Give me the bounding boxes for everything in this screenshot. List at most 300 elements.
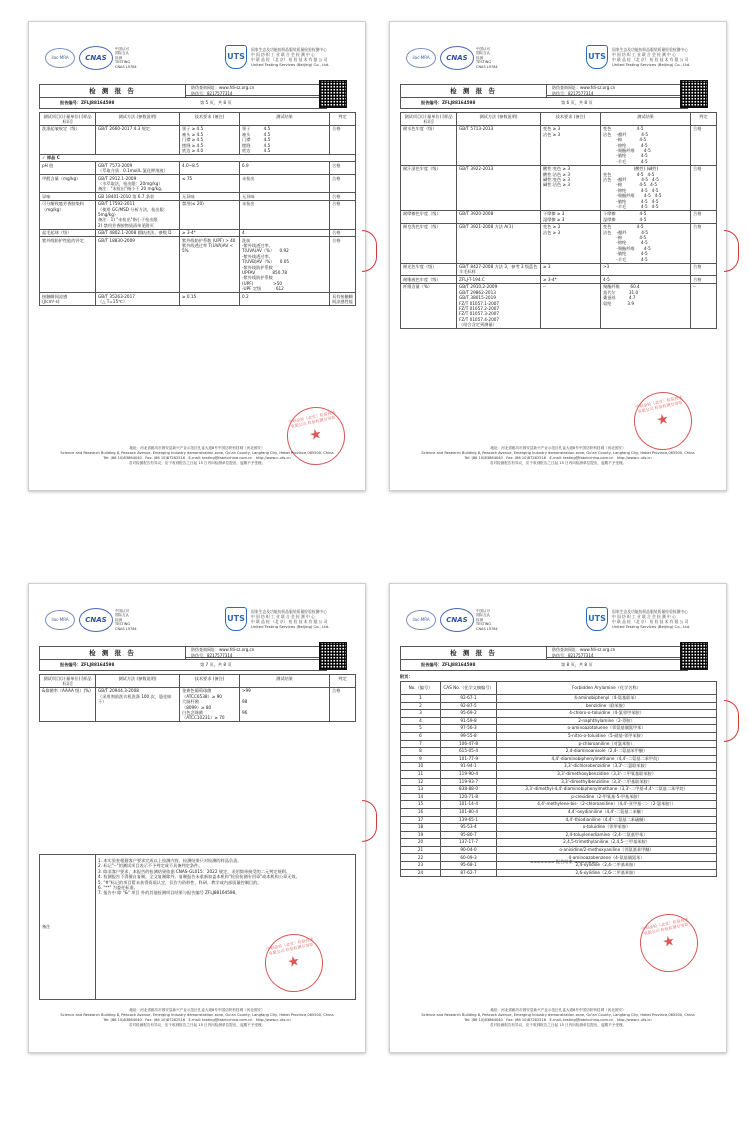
header-logos (406, 44, 712, 72)
report-header (400, 84, 686, 108)
results-table (39, 112, 356, 306)
table-row (40, 154, 356, 161)
cell-judgement: 合格 (691, 263, 717, 276)
cell-chemical-name: 4,4'-diaminobiphenylmethane（4,4'-二氨基二苯甲烷） (497, 755, 717, 763)
cell-requirement: 禁用(≤ 20) (180, 200, 240, 229)
cell-no: 17 (401, 816, 441, 824)
cell-no: 11 (401, 770, 441, 778)
cell-chemical-name: 4-chloro-o-toluidine（4-氯邻甲苯胺） (497, 710, 717, 718)
remark-item: 5. "#"标记的项目暂未获得资质认定，仅作为资料性、科研、教学或内部质量控制目的。 (98, 879, 262, 885)
cell-method: GB/T 20944.3-2008 （采用剂前洗衣机洗涤 100 次，悬挂晾干） (96, 687, 180, 721)
col-header-result: 测试结果 (240, 675, 330, 688)
col-header-method: 测试方法 (参数说明) (96, 113, 180, 126)
remark-item: 4. 检测报告不得擅自复制，全文复制除外。复制报告未重新加盖本机构"检验检测专用章"或本机构公章无效。 (98, 874, 300, 880)
cell-chemical-name: 2-naphthylamine（2-萘胺） (497, 717, 717, 725)
cnas-logo: CNAS (79, 608, 113, 632)
cell-method: GB/T 17592-2011 （使用 GC/MSD 分析方法，检出限：5mg/kg） 备注：1) "未检出"指小于检出限 2) 禁用芳香胺物质清单见附页 (96, 200, 180, 229)
ilac-mra-logo: ilac-MRA (45, 48, 75, 68)
uts-text (612, 47, 722, 67)
ilac-mra-logo: ilac-MRA (45, 610, 75, 630)
cell-judgement: 具有接触瞬间凉感性能 (330, 293, 356, 306)
cell-cas: 91-94-1 (441, 763, 497, 771)
col-header-item: 测试项目(计量单位) [样品标识] (40, 675, 96, 688)
appendix-title: 附页： (400, 674, 413, 679)
fraud-url: 防伪查询网址：www.fdi-sz.org.cn (191, 85, 255, 90)
table-row (401, 125, 717, 165)
cell-cas: 99-55-8 (441, 732, 497, 740)
cell-cas: 95-69-2 (441, 710, 497, 718)
cell-no: 7 (401, 740, 441, 748)
col-header-judgement: 判定 (330, 675, 356, 688)
cell-item: 紫外线防护性能的评定 (40, 237, 96, 293)
cell-cas: 137-17-7 (441, 839, 497, 847)
results-table (400, 112, 717, 329)
remark-item: 1. 本实验室根据客户要求完成以上检测内容，检测结果只对检测的样品负责。 (98, 858, 242, 863)
stamp-text: 中联品检（北京）检验技术有限公司 检验检测专用章 (287, 409, 336, 429)
report-title: 检 测 报 告 (400, 84, 547, 98)
uts-logo: UTS (225, 607, 247, 631)
cell-item: 甲醛含量（mg/kg） (40, 175, 96, 193)
uts-line: 中 国 纺 织 工 业 联 合 会 检 测 中 心 (251, 52, 315, 57)
col-header-requirement: 技术要求 (备注) (180, 113, 240, 126)
footer-address-en: Science and Research Building 8, Peacock Avenue, Emerging Industry demonstration zone, Gu'an County, Langfang City, Hebei Province,065500, China (60, 451, 334, 455)
report-page-8 (389, 583, 727, 1053)
footer-web: http://www.c-uts.cn (616, 456, 652, 460)
cell-result: 变色 4-5 沾色 -醋纤 4-5 -棉 4-5 -锦纶 4-5 -聚酯纤维 4-5 -腈纶 4-5 -羊毛 4-5 (601, 125, 691, 165)
cell-requirement: 变色 ≥ 3 沾色 ≥ 3 (541, 125, 601, 165)
remarks-label: 备注 (40, 855, 96, 1000)
cell-no: 9 (401, 755, 441, 763)
cell-result: 未检出 (240, 200, 330, 229)
cell-result: 无异味 (240, 193, 330, 200)
footer-web: http://www.c-uts.cn (616, 1018, 652, 1022)
col-header-requirement: 技术要求 (备注) (541, 113, 601, 126)
cnas-text-line: TESTING (476, 622, 492, 627)
cell-no: 13 (401, 786, 441, 794)
anti-fraud-info (185, 646, 325, 658)
page-number: 第 7 页，共 8 页 (200, 662, 232, 667)
footer-fax: Fax: (86 10)87262516 (506, 1018, 547, 1022)
fraud-code: 防伪号：8217577314 (552, 652, 594, 658)
cell-item: 洗涤起皱规定（级） (40, 125, 96, 154)
cell-no: 23 (401, 862, 441, 870)
cell-no: 2 (401, 702, 441, 710)
footer-address-en: Science and Research Building 8, Peacock Avenue, Emerging Industry demonstration zone, Gu'an County, Langfang City, Hebei Province,065500, China (421, 451, 695, 455)
cell-judgement: 合格 (330, 175, 356, 193)
footer-address-cn: 地址：河北省廊坊市固安县新兴产业示范区孔雀大道8号中国纺织科技城（河北固安） (129, 446, 265, 450)
seal-edge-mark (362, 230, 377, 272)
ilac-mra-logo: ilac-MRA (406, 610, 436, 630)
header-logos (45, 44, 351, 72)
table-row (40, 162, 356, 175)
cell-no: 10 (401, 763, 441, 771)
page-number: 第 5 页，共 8 页 (200, 100, 232, 105)
cell-requirement: ≥ 3 (541, 263, 601, 276)
table-row (401, 755, 717, 763)
cell-no: 6 (401, 732, 441, 740)
fraud-code: 防伪号：8217577314 (191, 652, 233, 658)
remark-item: 6. "**" 为委托标准。 (98, 885, 138, 891)
col-header-item: 测试项目(计量单位) [样品标识] (401, 113, 457, 126)
cell-judgement: 合格 (691, 223, 717, 263)
seal-edge-mark (724, 230, 739, 272)
cell-result: 领子 4.5 袖头 4.5 门襟 4.5 摆缝 4.5 底边 4.5 (240, 125, 330, 154)
cnas-text-line: TESTING (115, 60, 131, 65)
cell-cas: 92-87-5 (441, 702, 497, 710)
table-row (401, 816, 717, 824)
cnas-text-line: 检测 (476, 55, 483, 60)
qr-code (680, 80, 708, 108)
col-header-method: 测试方法 (参数说明) (96, 675, 180, 688)
cnas-text (476, 609, 498, 631)
cell-chemical-name: 5-nitro-o-toluidine（5-硝基-邻甲苯胺） (497, 732, 717, 740)
table-row (40, 229, 356, 236)
cell-item: 起毛起球（级） (40, 229, 96, 236)
cell-judgement: 合格 (330, 125, 356, 154)
cell-result: 0.2 (240, 293, 330, 306)
cell-cas: 92-67-1 (441, 695, 497, 703)
footer-web: http://www.c-uts.cn (255, 456, 291, 460)
cell-cas: 119-90-4 (441, 770, 497, 778)
qr-code (319, 642, 347, 670)
table-row (401, 725, 717, 733)
cell-item: 耐摩擦色牢度（级） (401, 210, 457, 223)
footer-fax: Fax: (86 10)87262516 (506, 456, 547, 460)
cell-result: 聚酯纤维 60.4 莫代尔 31.0 桑蚕丝 4.7 氨纶 3.9 (601, 283, 691, 328)
uts-logo: UTS (586, 607, 608, 631)
footer-fax: Fax: (86 10)87262516 (145, 456, 186, 460)
star-icon: ★ (660, 932, 677, 952)
cell-requirement: 变色 ≥ 3 沾色 ≥ 3 (541, 223, 601, 263)
page-number: 第 6 页，共 8 页 (561, 100, 593, 105)
uts-line: 中 国 纺 织 工 业 联 合 会 检 测 中 心 (612, 614, 676, 619)
footer (29, 446, 365, 466)
report-number-row (400, 659, 688, 671)
table-row (401, 839, 717, 847)
star-icon: ★ (654, 410, 671, 430)
cell-result: 干摩擦 4-5 湿摩擦 4-5 (601, 210, 691, 223)
table-row (401, 740, 717, 748)
cell-result: 洗前 -紫外线透过率, T(UVA)AV（%） 0.92 -紫外线透过率, T(UVB)AV（%） 0.05 -紫外线防护系数 UPFAV 850.78 -紫外线防护系数 (UPF) >50 -UPF 定级 612 (240, 237, 330, 293)
cell-method: GB/T 3922-2013 (457, 165, 541, 210)
uts-line: 国家生态及功能纺织品服装质量检验检测中心 (251, 47, 327, 52)
section-label: ✓ 样品 C (40, 154, 356, 161)
cell-chemical-name: benzidine（联苯胺） (497, 702, 717, 710)
inspection-stamp (635, 909, 704, 978)
table-row (40, 237, 356, 293)
uts-text (612, 609, 722, 629)
report-number: 报告编号：ZFLJ88164598 (421, 100, 476, 105)
uts-text (251, 47, 361, 67)
footer-web: http://www.c-uts.cn (255, 1018, 291, 1022)
header-logos (406, 606, 712, 634)
star-icon: ★ (307, 425, 324, 445)
cell-item: 接触瞬间凉感 (J/cm²·s) (40, 293, 96, 306)
cell-no: 8 (401, 748, 441, 756)
footer-email: E-mail: testing@fabricchina.com.cn (188, 1018, 253, 1022)
cell-cas: 91-59-8 (441, 717, 497, 725)
cell-requirement: ≥ 3-4* (180, 229, 240, 236)
cell-result: >99 98 96 (240, 687, 330, 721)
anti-fraud-info (185, 84, 325, 96)
cell-result: 4 (240, 229, 330, 236)
footer-note: 若对检测报告有异议，应于收到报告之日起 15 日内向检测单位提出，逾期不予受理。 (489, 461, 627, 465)
cell-chemical-name: 2,4-diaminoanisole（2,4-二氨基苯甲醚） (497, 748, 717, 756)
table-row (401, 165, 717, 210)
cell-cas: 139-65-1 (441, 816, 497, 824)
cnas-text-line: 国际互认 (115, 51, 129, 56)
cnas-text (115, 47, 137, 69)
remark-item: 3. 除非客户要求，本报告的检测结果依据 CNAS-GL015：2022 规定，采用简单接受的二元判定规则。 (98, 868, 291, 874)
report-header (39, 646, 325, 670)
cell-result: (酸性) (碱性) 变色 4-5 4-5 沾色 -醋纤 4-5 4-5 -棉 4-5 4-5 -锦纶 4-5 4-5 -聚酯纤维 4-5 4-5 -腈纶 4-5 4-5 -羊毛 4-5 4-5 (601, 165, 691, 210)
table-row (401, 778, 717, 786)
report-page-7 (28, 583, 366, 1053)
table-row (401, 695, 717, 703)
cell-chemical-name: 3,3'-dichlorobenzidine（3,3'-二氯联苯胺） (497, 763, 717, 771)
table-row (401, 763, 717, 771)
cell-item: 纤维含量（%） (401, 283, 457, 328)
cnas-text (476, 47, 498, 69)
cell-item: &抑菌率（AAAA 级）(%) (40, 687, 96, 721)
remark-item: 7. 报告中 除 "&" 项目 外的其他检测项目结果与报告编号 ZFLJ88164598。 (98, 890, 240, 896)
table-row (401, 263, 717, 276)
table-row (401, 276, 717, 283)
report-header (400, 646, 686, 670)
cell-method: GB/T 3920-2008 (457, 210, 541, 223)
cell-no: 24 (401, 869, 441, 877)
fraud-code: 防伪号：8217577314 (552, 90, 594, 96)
cell-chemical-name: 3,3'-dimethylbenzidine（3,3'-二甲基联苯胺） (497, 778, 717, 786)
cell-result: 4-5 (601, 276, 691, 283)
cell-requirement: 干摩擦 ≥ 3 湿摩擦 ≥ 3 (541, 210, 601, 223)
cnas-text-line: 中国认可 (115, 609, 129, 613)
cell-requirement: ≥ 3-4* (541, 276, 601, 283)
uts-line: 中 联 品 检 （北 京） 检 验 技 术 有 限 公 司 (612, 619, 689, 624)
footer-note: 若对检测报告有异议，应于收到报告之日起 15 日内向检测单位提出，逾期不予受理。 (128, 1023, 266, 1027)
cell-requirement: 领子 ≥ 4.5 袖头 ≥ 4.5 门襟 ≥ 4.5 摆缝 ≥ 4.5 底边 ≥ 4.0 (180, 125, 240, 154)
uts-line: United Testing Services (Beijing) Co., Ltd. (612, 62, 691, 67)
cell-requirement: -- (541, 283, 601, 328)
uts-line: United Testing Services (Beijing) Co., Ltd. (251, 624, 330, 629)
uts-line: 国家生态及功能纺织品服装质量检验检测中心 (612, 47, 688, 52)
cell-judgement: 合格 (691, 125, 717, 165)
table-row (40, 200, 356, 229)
cell-method: GB/T 8427-2008 方法 3，参考 3 级蓝色羊毛标样 (457, 263, 541, 276)
uts-line: 中 国 纺 织 工 业 联 合 会 检 测 中 心 (251, 614, 315, 619)
table-row (401, 846, 717, 854)
uts-line: 中 国 纺 织 工 业 联 合 会 检 测 中 心 (612, 52, 676, 57)
cnas-text-line: TESTING (115, 622, 131, 627)
cnas-text-line: 国际互认 (476, 51, 490, 56)
footer-address-cn: 地址：河北省廊坊市固安县新兴产业示范区孔雀大道8号中国纺织科技城（河北固安） (490, 446, 626, 450)
cell-no: 3 (401, 710, 441, 718)
cell-no: 19 (401, 831, 441, 839)
cnas-text-line: 国际互认 (115, 613, 129, 618)
cell-method: GB/T 4802.1-2008 圆轨迹法，参数 D (96, 229, 180, 236)
cell-chemical-name: p-cresidine（2-甲氧基-5-甲基苯胺） (497, 793, 717, 801)
cell-item: 耐汗渍色牢度（级） (401, 165, 457, 210)
footer (29, 1008, 365, 1028)
cell-no: 5 (401, 725, 441, 733)
cell-chemical-name: 2,6-xylidine（2,6-二甲基苯胺） (497, 869, 717, 877)
cell-no: 12 (401, 778, 441, 786)
page-number: 第 8 页，共 8 页 (561, 662, 593, 667)
cell-chemical-name: 4,4'-thiodianiline（4,4'-二氨基二苯硫醚） (497, 816, 717, 824)
footer-address-en: Science and Research Building 8, Peacock Avenue, Emerging Industry demonstration zone, Gu'an County, Langfang City, Hebei Province,065500, China (60, 1013, 334, 1017)
cell-method: GB/T 18830-2009 (96, 237, 180, 293)
fraud-url: 防伪查询网址：www.fdi-sz.org.cn (191, 647, 255, 652)
seal-edge-mark (362, 800, 377, 842)
cell-cas: 90-04-0 (441, 846, 497, 854)
table-row (40, 193, 356, 200)
cell-judgement: 合格 (691, 165, 717, 210)
cell-cas: 838-88-0 (441, 786, 497, 794)
report-number: 报告编号：ZFLJ88164598 (60, 662, 115, 667)
report-number-row (400, 97, 688, 109)
cell-requirement: ≤ 75 (180, 175, 240, 193)
col-header-result: 测试结果 (601, 113, 691, 126)
cell-cas: 101-77-9 (441, 755, 497, 763)
uts-line: 中 联 品 检 （北 京） 检 验 技 术 有 限 公 司 (251, 57, 328, 62)
table-row (401, 793, 717, 801)
cell-method: GB/T 2912.1-2009 （水萃取法，检出限：20mg/kg） 备注："未检出"指小于 20 mg/kg。 (96, 175, 180, 193)
table-row (401, 732, 717, 740)
cell-cas: 95-53-4 (441, 824, 497, 832)
cell-chemical-name: 4-aminobiphenyl（4-氨基联苯） (497, 695, 717, 703)
cell-cas: 615-05-4 (441, 748, 497, 756)
cell-requirement: 紫外线防护系数 (UPF) > 40 紫外线透过率 T(UVA)AV < 5% (180, 237, 240, 293)
cell-chemical-name: o-aminoazotoluene（邻氨基偶氮甲苯） (497, 725, 717, 733)
col-header-item: 测试项目(计量单位) [样品标识] (40, 113, 96, 126)
footer-fax: Fax: (86 10)87262516 (145, 1018, 186, 1022)
qr-code (319, 80, 347, 108)
cnas-text-line: TESTING (476, 60, 492, 65)
table-row (401, 223, 717, 263)
cell-method: GB 18401-2010 第 6.7 条款 (96, 193, 180, 200)
table-row (40, 125, 356, 154)
footer-address-en: Science and Research Building 8, Peacock Avenue, Emerging Industry demonstration zone, Gu'an County, Langfang City, Hebei Province,065500, China (421, 1013, 695, 1017)
cell-method: GB/T 35263-2017 （△ T=15℃） (96, 293, 180, 306)
cell-method: GB/T 7573-2009 （萃取介质：0.1mol/L 氯化钾溶液） (96, 162, 180, 175)
cell-cas: 60-09-3 (441, 854, 497, 862)
cell-requirement: 酸性:变色 ≥ 3 酸性:沾色 ≥ 3 碱性:变色 ≥ 3 碱性:沾色 ≥ 3 (541, 165, 601, 210)
footer-email: E-mail: testing@fabricchina.com.cn (549, 1018, 614, 1022)
footer-tel: Tel: (86 10)83864040 (464, 456, 503, 460)
col-header-result: 测试结果 (240, 113, 330, 126)
uts-line: 国家生态及功能纺织品服装质量检验检测中心 (612, 609, 688, 614)
col-header-judgement: 判定 (330, 113, 356, 126)
cell-no: 21 (401, 846, 441, 854)
cell-cas: 119-93-7 (441, 778, 497, 786)
cnas-logo: CNAS (440, 46, 474, 70)
cell-chemical-name: 4,4'-methylene-bis-（2-chloroaniline）（4,4'-亚甲基-二-（2-氯苯胺）） (497, 801, 717, 809)
cell-result: 6.9 (240, 162, 330, 175)
fraud-url: 防伪查询网址：www.fdi-sz.org.cn (552, 85, 616, 90)
cnas-text-line: CNAS L9784 (476, 626, 498, 631)
cell-no: 16 (401, 808, 441, 816)
table-row (40, 175, 356, 193)
uts-line: 中 联 品 检 （北 京） 检 验 技 术 有 限 公 司 (612, 57, 689, 62)
table-row (401, 770, 717, 778)
report-number-row (39, 659, 327, 671)
uts-line: United Testing Services (Beijing) Co., Ltd. (612, 624, 691, 629)
cell-chemical-name: p-chloroaniline（对氯苯胺） (497, 740, 717, 748)
cell-no: 4 (401, 717, 441, 725)
cell-item: 耐水色牢度（级） (401, 125, 457, 165)
star-icon: ★ (285, 952, 302, 972)
results-table (39, 674, 356, 722)
cell-method: GB/T 2910.2-2009 GB/T 29862-2013 GB/T 38015-2019 FZ/T 01057.1-2007 FZ/T 01057.2-2007 FZ/T 01057.3-2007 FZ/T 01057.4-2007 （结合含定到测量） (457, 283, 541, 328)
uts-line: 中 联 品 检 （北 京） 检 验 技 术 有 限 公 司 (251, 619, 328, 624)
footer-address-cn: 地址：河北省廊坊市固安县新兴产业示范区孔雀大道8号中国纺织科技城（河北固安） (490, 1008, 626, 1012)
report-title: 检 测 报 告 (39, 646, 186, 660)
cell-no: 14 (401, 793, 441, 801)
table-row (401, 869, 717, 877)
footer-tel: Tel: (86 10)83864040 (103, 1018, 142, 1022)
table-row (401, 210, 717, 223)
anti-fraud-info (546, 646, 686, 658)
cell-requirement: 4.0~8.5 (180, 162, 240, 175)
report-title: 检 测 报 告 (400, 646, 547, 660)
fraud-code: 防伪号：8217577314 (191, 90, 233, 96)
uts-logo: UTS (586, 45, 608, 69)
cell-requirement: ≥ 0.15 (180, 293, 240, 306)
table-row (401, 702, 717, 710)
cell-result: 未检出 (240, 175, 330, 193)
cell-item: 可分解致癌芳香胺染料（mg/kg） (40, 200, 96, 229)
cell-no: 15 (401, 801, 441, 809)
report-number-row (39, 97, 327, 109)
cell-result: >3 (601, 263, 691, 276)
cell-judgement: 合格 (330, 237, 356, 293)
footer-address-cn: 地址：河北省廊坊市固安县新兴产业示范区孔雀大道8号中国纺织科技城（河北固安） (129, 1008, 265, 1012)
col-header-judgement: 判定 (691, 113, 717, 126)
cell-cas: 106-47-8 (441, 740, 497, 748)
footer (390, 446, 726, 466)
table-header (40, 675, 356, 688)
cnas-text-line: 国际互认 (476, 613, 490, 618)
footer-tel: Tel: (86 10)83864040 (103, 456, 142, 460)
uts-line: United Testing Services (Beijing) Co., Ltd. (251, 62, 330, 67)
fraud-url: 防伪查询网址：www.fdi-sz.org.cn (552, 647, 616, 652)
uts-line: 国家生态及功能纺织品服装质量检验检测中心 (251, 609, 327, 614)
footer-email: E-mail: testing@fabricchina.com.cn (549, 456, 614, 460)
seal-edge-mark (724, 700, 739, 742)
report-number: 报告编号：ZFLJ88164598 (421, 662, 476, 667)
cell-no: 1 (401, 695, 441, 703)
report-header (39, 84, 325, 108)
report-page-5 (28, 21, 366, 491)
cell-chemical-name: 3,3'-dimethoxybenzidine（3,3'-二甲氧基联苯胺） (497, 770, 717, 778)
report-page-6 (389, 21, 727, 491)
cell-cas: 101-14-4 (441, 801, 497, 809)
report-end-mark: ======= 报告结束 ======= (530, 859, 599, 864)
cell-judgement: 合格 (330, 229, 356, 236)
cell-result: 变色 4-5 沾色 -醋纤 4-5 -棉 4-5 -锦纶 4-5 -聚酯纤维 4-5 -腈纶 4-5 -羊毛 4-5 (601, 223, 691, 263)
col-header-cas: CAS No.（化学文摘编号） (441, 682, 497, 695)
table-header (401, 113, 717, 126)
cell-cas: 95-68-1 (441, 862, 497, 870)
stamp-text: 中联品检（北京）检验技术有限公司 检验检测专用章 (634, 394, 683, 414)
cell-judgement: 合格 (330, 200, 356, 229)
report-number: 报告编号：ZFLJ88164598 (60, 100, 115, 105)
footer (390, 1008, 726, 1028)
cell-method: GB/T 5713-2013 (457, 125, 541, 165)
header-logos (45, 606, 351, 634)
cnas-text-line: CNAS L9784 (115, 626, 137, 631)
cell-chemical-name: o-toluidine（邻甲苯胺） (497, 824, 717, 832)
